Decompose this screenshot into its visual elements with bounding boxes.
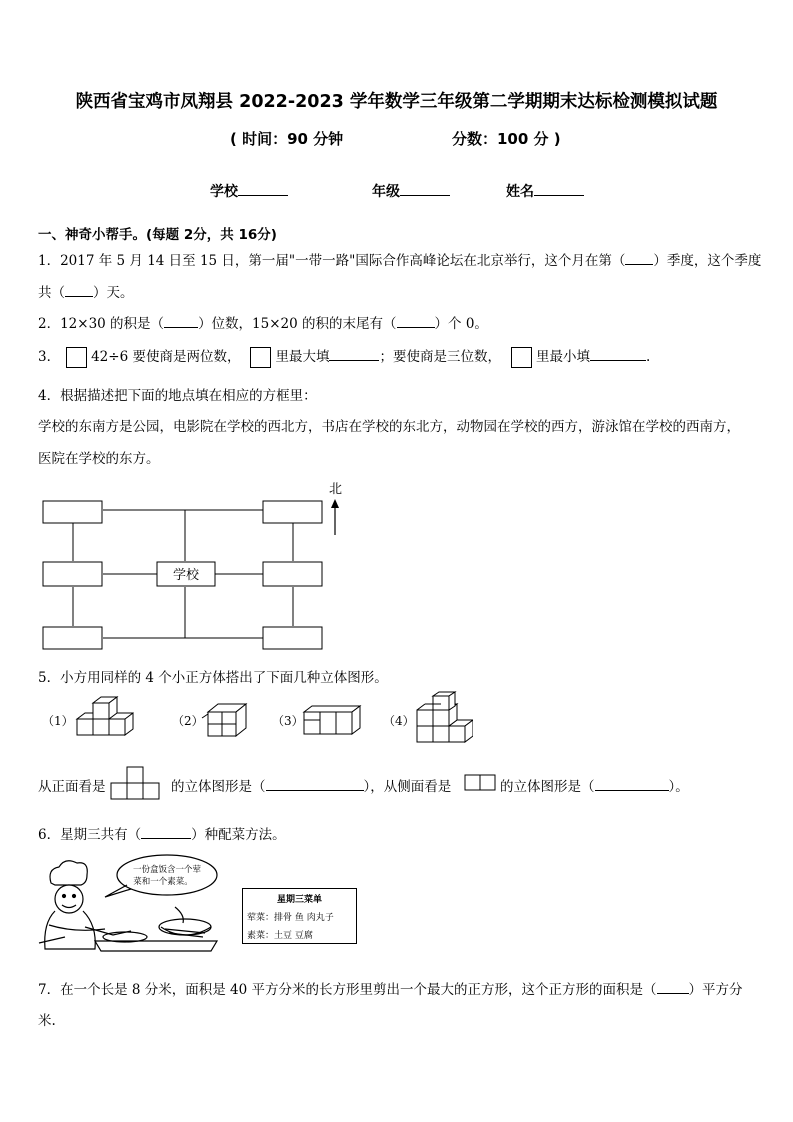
school-blank[interactable] bbox=[238, 183, 288, 196]
question-7-line-2: 米. bbox=[38, 1013, 56, 1029]
grade-label: 年级 bbox=[372, 184, 400, 200]
question-5-line-1: 5．小方用同样的 4 个小正方体搭出了下面几种立体图形。 bbox=[38, 670, 388, 686]
question-4-line-3: 医院在学校的东方。 bbox=[38, 451, 160, 467]
q1-blank-2[interactable] bbox=[65, 284, 93, 297]
north-label: 北 bbox=[329, 482, 343, 497]
figure-label-3: （3） bbox=[272, 714, 304, 728]
menu-veg: 素菜：土豆 豆腐 bbox=[247, 931, 313, 941]
exam-score: 分数：100 分 ) bbox=[452, 130, 561, 148]
q3-blank-1[interactable] bbox=[329, 348, 379, 361]
question-5-line-2b: 的立体图形是（ ），从侧面看是 bbox=[171, 779, 452, 795]
question-1-line-2: 共（ ）天。 bbox=[38, 285, 134, 301]
chef-illustration bbox=[35, 853, 220, 953]
front-view-shape bbox=[110, 765, 162, 801]
bubble-line-1: 一份盒饭含一个荤 bbox=[132, 865, 202, 875]
q7-blank[interactable] bbox=[657, 981, 689, 994]
school-label: 学校 bbox=[210, 184, 238, 200]
question-4-line-1: 4．根据描述把下面的地点填在相应的方框里： bbox=[38, 388, 317, 404]
figure-label-1: （1） bbox=[42, 714, 74, 728]
figure-label-2: （2） bbox=[172, 714, 204, 728]
digit-box bbox=[66, 347, 87, 368]
question-3: 3． 42÷6 要使商是两位数， 里最大填 ；要使商是三位数， 里最小填 . bbox=[38, 345, 650, 368]
q5-blank-2[interactable] bbox=[595, 778, 669, 791]
direction-map bbox=[30, 475, 370, 655]
bubble-line-2: 菜和一个素菜。 bbox=[133, 877, 193, 887]
question-7-line-1: 7．在一个长是 8 分米，面积是 40 平方分米的长方形里剪出一个最大的正方形，这个正方形的面积是（ ）平方分 bbox=[38, 982, 743, 998]
cube-figure-2 bbox=[200, 700, 250, 740]
page-title: 陕西省宝鸡市凤翔县 2022-2023 学年数学三年级第二学期期末达标检测模拟试题 bbox=[75, 92, 718, 112]
map-box-northwest[interactable] bbox=[43, 501, 102, 523]
figure-label-4: （4） bbox=[383, 714, 415, 728]
map-box-east[interactable] bbox=[263, 562, 322, 586]
name-field[interactable] bbox=[506, 181, 584, 201]
q5-blank-1[interactable] bbox=[266, 778, 364, 791]
q3-blank-2[interactable] bbox=[590, 348, 646, 361]
q1-blank-1[interactable] bbox=[625, 252, 653, 265]
grade-blank[interactable] bbox=[400, 183, 450, 196]
question-4-line-2: 学校的东南方是公园，电影院在学校的西北方，书店在学校的东北方，动物园在学校的西方，游泳馆在学校的西南方， bbox=[38, 419, 740, 435]
question-5-line-2: 从正面看是 bbox=[38, 779, 106, 795]
menu-title: 星期三菜单 bbox=[276, 895, 322, 905]
question-6: 6．星期三共有（ ）种配菜方法。 bbox=[38, 827, 286, 843]
digit-box bbox=[511, 347, 532, 368]
digit-box bbox=[250, 347, 271, 368]
map-box-west[interactable] bbox=[43, 562, 102, 586]
exam-time: ( 时间：90 分钟 bbox=[230, 130, 344, 148]
grade-field[interactable] bbox=[372, 181, 450, 201]
question-1-line-1: 1．2017 年 5 月 14 日至 15 日，第一届"一带一路"国际合作高峰论坛在北京举行，这个月在第（ ）季度，这个季度 bbox=[38, 253, 762, 269]
north-arrow-head bbox=[331, 499, 339, 508]
school-field[interactable] bbox=[210, 181, 288, 201]
menu-meat: 荤菜：排骨 鱼 肉丸子 bbox=[247, 913, 334, 923]
cube-figure-3 bbox=[302, 700, 364, 740]
map-box-southeast[interactable] bbox=[263, 627, 322, 649]
question-5-line-2c: 的立体图形是（ ）。 bbox=[500, 779, 689, 795]
name-blank[interactable] bbox=[534, 183, 584, 196]
side-view-shape bbox=[464, 773, 498, 793]
cube-figure-4 bbox=[415, 690, 473, 744]
question-2: 2．12×30 的积是（ ）位数，15×20 的积的末尾有（ ）个 0。 bbox=[38, 316, 488, 332]
menu-card bbox=[242, 888, 357, 944]
q2-blank-2[interactable] bbox=[397, 315, 435, 328]
name-label: 姓名 bbox=[506, 184, 534, 200]
map-box-northeast[interactable] bbox=[263, 501, 322, 523]
map-box-southwest[interactable] bbox=[43, 627, 102, 649]
q2-blank-1[interactable] bbox=[164, 315, 198, 328]
q6-blank[interactable] bbox=[141, 826, 191, 839]
section-heading: 一、神奇小帮手。(每题 2分，共 16分) bbox=[38, 227, 277, 243]
school-label: 学校 bbox=[172, 568, 200, 583]
cube-figure-1 bbox=[75, 695, 137, 743]
